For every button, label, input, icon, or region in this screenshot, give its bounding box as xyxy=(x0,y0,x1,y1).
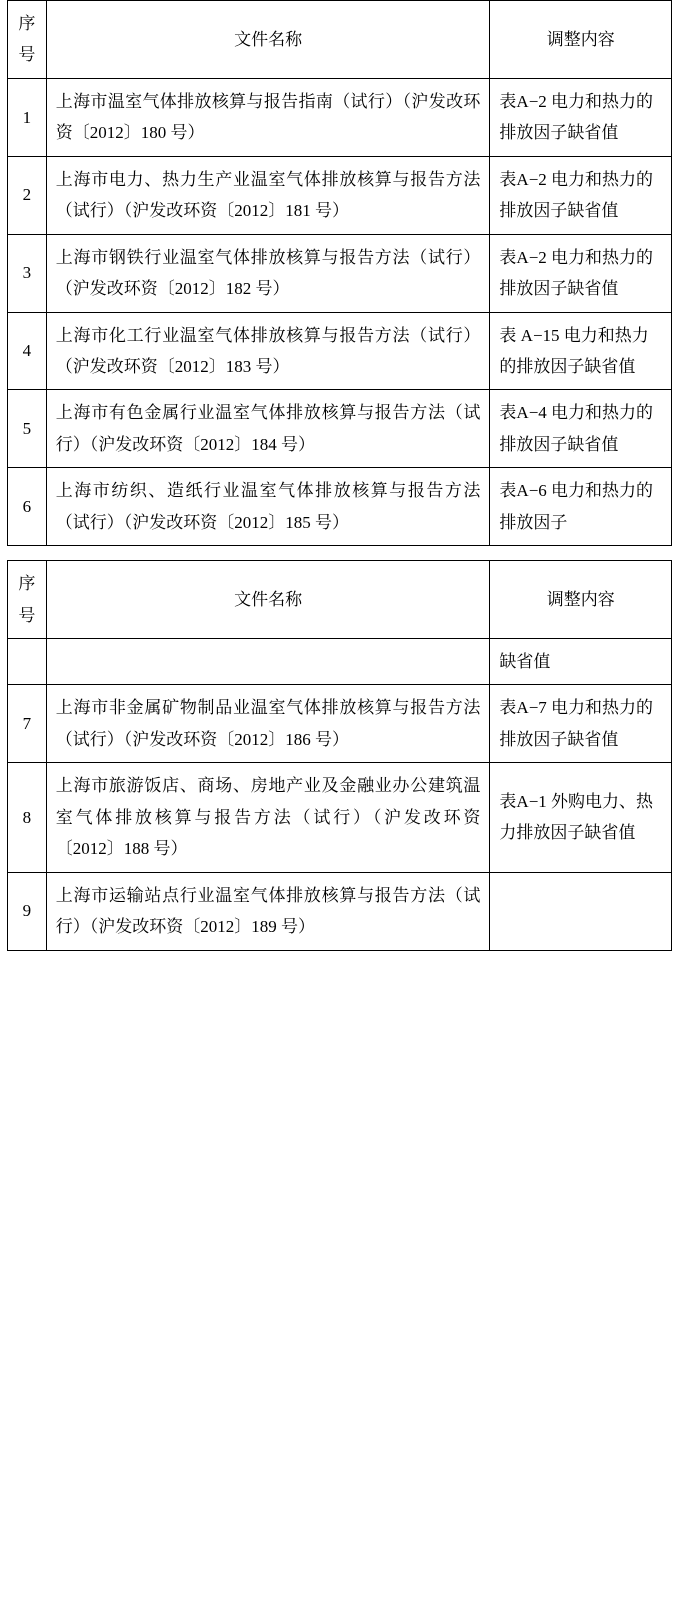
row-file-name: 上海市电力、热力生产业温室气体排放核算与报告方法（试行）（沪发改环资〔2012〕181 号） xyxy=(46,156,490,234)
row-file-name: 上海市纺织、造纸行业温室气体排放核算与报告方法（试行）（沪发改环资〔2012〕185 号） xyxy=(46,468,490,546)
row-adjust-content xyxy=(490,872,672,950)
row-number: 8 xyxy=(8,763,47,872)
row-adjust-content: 表A−2 电力和热力的排放因子缺省值 xyxy=(490,78,672,156)
column-header-no-line1: 序 xyxy=(18,14,36,33)
row-file-name: 上海市化工行业温室气体排放核算与报告方法（试行）（沪发改环资〔2012〕183 号） xyxy=(46,312,490,390)
column-header-adjust: 调整内容 xyxy=(490,561,672,639)
row-adjust-content: 表A−2 电力和热力的排放因子缺省值 xyxy=(490,234,672,312)
row-file-name xyxy=(46,639,490,685)
row-number: 2 xyxy=(8,156,47,234)
row-number: 5 xyxy=(8,390,47,468)
column-header-name: 文件名称 xyxy=(46,561,490,639)
column-header-no xyxy=(8,561,47,639)
column-header-no-line2: 号 xyxy=(18,45,36,65)
row-number: 1 xyxy=(8,78,47,156)
row-adjust-content: 缺省值 xyxy=(490,639,672,685)
row-number: 3 xyxy=(8,234,47,312)
table-row xyxy=(8,468,672,546)
column-header-no xyxy=(8,1,47,79)
row-adjust-content: 表A−4 电力和热力的排放因子缺省值 xyxy=(490,390,672,468)
row-number: 9 xyxy=(8,872,47,950)
table-row xyxy=(8,763,672,872)
table-header-row xyxy=(8,1,672,79)
row-number: 4 xyxy=(8,312,47,390)
column-header-name: 文件名称 xyxy=(46,1,490,79)
table-header-row xyxy=(8,561,672,639)
table-row xyxy=(8,872,672,950)
table-row xyxy=(8,685,672,763)
row-adjust-content: 表A−2 电力和热力的排放因子缺省值 xyxy=(490,156,672,234)
row-file-name: 上海市非金属矿物制品业温室气体排放核算与报告方法（试行）（沪发改环资〔2012〕186 号） xyxy=(46,685,490,763)
column-header-no-line2: 号 xyxy=(18,605,36,625)
page-break-gap xyxy=(0,546,693,560)
row-adjust-content: 表A−6 电力和热力的排放因子 xyxy=(490,468,672,546)
table-row xyxy=(8,156,672,234)
table-row xyxy=(8,312,672,390)
row-file-name: 上海市旅游饭店、商场、房地产业及金融业办公建筑温室气体排放核算与报告方法（试行）（沪发改环资〔2012〕188 号） xyxy=(46,763,490,872)
row-adjust-content: 表A−7 电力和热力的排放因子缺省值 xyxy=(490,685,672,763)
table-row xyxy=(8,78,672,156)
column-header-adjust: 调整内容 xyxy=(490,1,672,79)
row-file-name: 上海市有色金属行业温室气体排放核算与报告方法（试行）（沪发改环资〔2012〕184 号） xyxy=(46,390,490,468)
row-number: 7 xyxy=(8,685,47,763)
row-number: 6 xyxy=(8,468,47,546)
table-row xyxy=(8,234,672,312)
row-file-name: 上海市温室气体排放核算与报告指南（试行）（沪发改环资〔2012〕180 号） xyxy=(46,78,490,156)
table-row xyxy=(8,639,672,685)
column-header-no-line1: 序 xyxy=(18,574,36,594)
adjustment-table-part1 xyxy=(7,0,672,546)
adjustment-table-part2 xyxy=(7,560,672,950)
row-adjust-content: 表 A−15 电力和热力的排放因子缺省值 xyxy=(490,312,672,390)
table-row xyxy=(8,390,672,468)
row-file-name: 上海市钢铁行业温室气体排放核算与报告方法（试行）（沪发改环资〔2012〕182 号） xyxy=(46,234,490,312)
row-file-name: 上海市运输站点行业温室气体排放核算与报告方法（试行）（沪发改环资〔2012〕189 号） xyxy=(46,872,490,950)
row-adjust-content: 表A−1 外购电力、热力排放因子缺省值 xyxy=(490,763,672,872)
row-number xyxy=(8,639,47,685)
